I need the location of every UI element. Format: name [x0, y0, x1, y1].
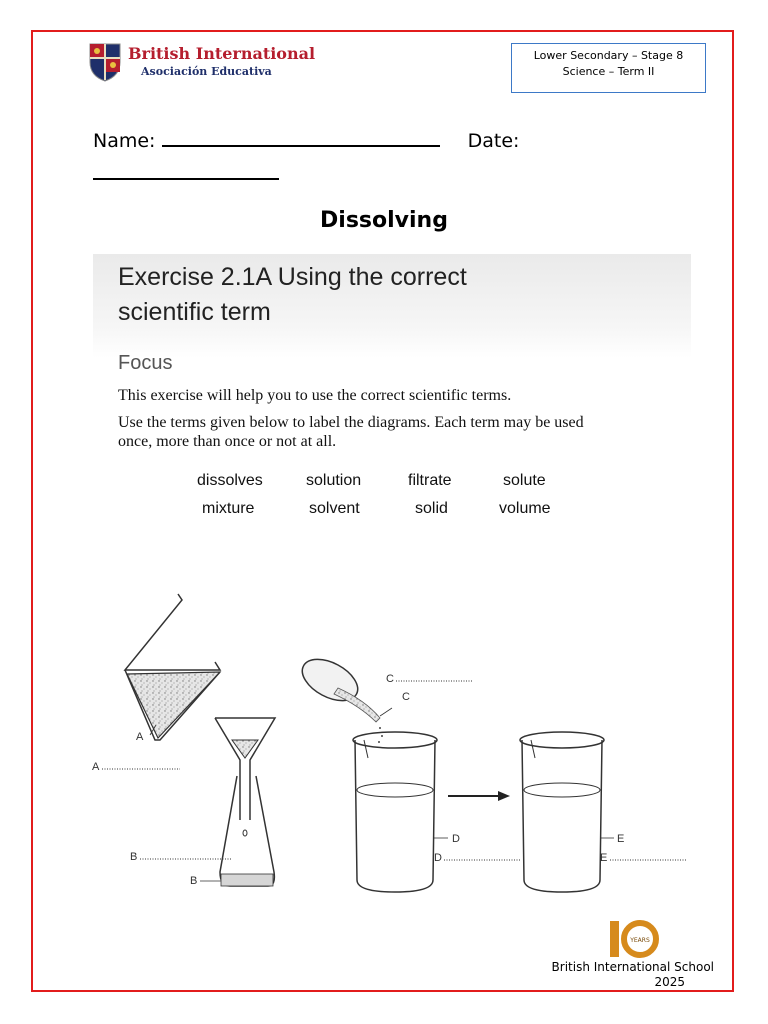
- stage-line: Lower Secondary – Stage 8: [533, 49, 684, 62]
- date-field[interactable]: [93, 178, 279, 180]
- exercise-heading-line1: Exercise 2.1A Using the correct: [118, 263, 467, 291]
- spoon-with-solute: [296, 651, 383, 743]
- term-word: volume: [499, 500, 551, 517]
- ten-years-text: YEARS: [630, 937, 650, 944]
- instruction-line2: once, more than once or not at all.: [118, 433, 337, 450]
- label-d: D: [434, 852, 442, 864]
- term-word: solute: [503, 472, 546, 489]
- label-c: C: [386, 673, 394, 685]
- page-title: Dissolving: [320, 208, 448, 233]
- logo-title: British International: [128, 44, 316, 63]
- term-word: mixture: [202, 500, 255, 517]
- footer-school: British International School: [551, 960, 714, 974]
- exercise-header: [93, 254, 691, 358]
- name-field[interactable]: [162, 145, 440, 147]
- footer: [540, 960, 714, 990]
- label-e-pointer: E: [617, 833, 625, 845]
- dissolving-diagram: [80, 590, 700, 910]
- stage-info-box: [511, 43, 706, 93]
- label-e: E: [600, 852, 608, 864]
- exercise-heading-line2: scientific term: [118, 298, 271, 326]
- logo-subtitle: Asociación Educativa: [141, 65, 272, 78]
- term-word: solvent: [309, 500, 360, 517]
- term-word: solid: [415, 500, 448, 517]
- term-line: Science – Term II: [562, 65, 655, 78]
- arrow-icon: [448, 791, 510, 801]
- term-word: solution: [306, 472, 362, 489]
- filter-funnel-flask: [215, 718, 275, 886]
- name-label: Name:: [93, 130, 156, 152]
- ten-years-logo: [606, 917, 662, 961]
- crest-icon: [88, 42, 122, 82]
- label-d-pointer: D: [452, 833, 460, 845]
- beaker-solution-d: [353, 732, 437, 892]
- beaker-solution-e: [520, 732, 604, 892]
- name-date-row: [93, 130, 519, 152]
- school-logo: [88, 42, 316, 84]
- date-label: Date:: [467, 130, 520, 152]
- instruction-line1: Use the terms given below to label the diagrams. Each term may be used: [118, 414, 584, 431]
- label-b-pointer: B: [190, 875, 198, 887]
- term-word: filtrate: [408, 472, 452, 489]
- term-word: dissolves: [197, 472, 263, 489]
- focus-heading: Focus: [118, 352, 173, 374]
- exercise-heading: [118, 260, 598, 330]
- pouring-beaker: [125, 594, 220, 740]
- label-a-pointer: A: [136, 731, 144, 743]
- label-b: B: [130, 851, 138, 863]
- focus-text: This exercise will help you to use the correct scientific terms.: [118, 387, 512, 404]
- footer-year: 2025: [654, 975, 685, 989]
- label-c-pointer: C: [402, 691, 410, 703]
- label-a: A: [92, 761, 100, 773]
